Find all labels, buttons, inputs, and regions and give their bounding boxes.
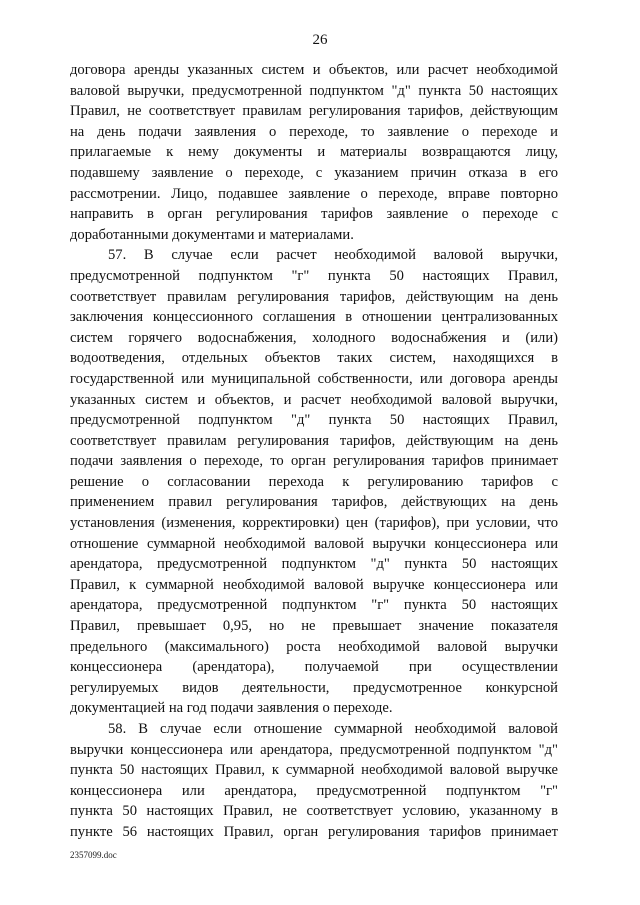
text-line: подачи заявления о переходе, то орган регулирования тарифов принимает	[70, 453, 558, 470]
text-line: решение о согласовании перехода к регулированию тарифов с	[70, 473, 558, 490]
text-line: пункта 50 настоящих Правил, не соответствует условию, указанному в	[70, 803, 558, 820]
text-line: применением правил регулирования тарифов, действующих на день	[70, 494, 558, 511]
text-line: установления (изменения, корректировки) цен (тарифов), при условии, что	[70, 515, 558, 532]
text-line: государственной или муниципальной собственности, или договора аренды	[70, 370, 558, 387]
text-line: выручки концессионера или арендатора, предусмотренной подпунктом "д"	[70, 741, 558, 758]
text-line: 58. В случае если отношение суммарной необходимой валовой	[108, 721, 558, 737]
text-line: предельного (максимального) роста необходимой валовой выручки	[70, 638, 558, 655]
text-line: договора аренды указанных систем и объектов, или расчет необходимой	[70, 62, 558, 78]
text-line: направить в орган регулирования тарифов заявление о переходе с	[70, 206, 558, 223]
document-body	[70, 60, 558, 843]
text-line: на день подачи заявления о переходе, то заявление о переходе и	[70, 123, 558, 140]
footer-file-name: 2357099.doc	[70, 850, 117, 860]
text-line: доработанными документами и материалами.	[70, 226, 354, 243]
text-line: водоотведения, отдельных объектов таких систем, находящихся в	[70, 350, 558, 367]
text-line: арендатора, предусмотренной подпунктом "г" пункта 50 настоящих	[70, 597, 558, 614]
text-line: соответствует правилам регулирования тарифов, действующим на день	[70, 432, 558, 449]
text-line: пункте 56 настоящих Правил, орган регулирования тарифов принимает	[70, 823, 558, 840]
text-line: пункта 50 настоящих Правил, к суммарной необходимой валовой выручке	[70, 762, 558, 779]
text-line: Правил, не соответствует правилам регулирования тарифов, действующим	[70, 103, 558, 120]
text-line: концессионера (арендатора), получаемой при осуществлении	[70, 659, 558, 676]
text-line: 57. В случае если расчет необходимой валовой выручки,	[108, 247, 558, 264]
text-line: арендатора, предусмотренной подпунктом "д" пункта 50 настоящих	[70, 556, 558, 573]
text-line: соответствует правилам регулирования тарифов, действующим на день	[70, 288, 558, 305]
text-line: валовой выручки, предусмотренной подпунктом "д" пункта 50 настоящих	[70, 82, 558, 99]
text-line: Правил, к суммарной необходимой валовой выручке концессионера или	[70, 576, 558, 593]
text-line: концессионера или арендатора, предусмотренной подпунктом "г"	[70, 782, 558, 799]
text-line: прилагаемые к нему документы и материалы возвращаются лицу,	[70, 144, 558, 161]
text-line: документацией на год подачи заявления о переходе.	[70, 700, 393, 717]
text-line: систем горячего водоснабжения, холодного водоснабжения и (или)	[70, 329, 558, 346]
page-number: 26	[312, 32, 328, 48]
text-line: заключения концессионного соглашения в отношении централизованных	[70, 309, 558, 326]
text-line: отношение суммарной необходимой валовой выручки концессионера или	[70, 535, 558, 552]
text-line: Правил, превышает 0,95, но не превышает значение показателя	[70, 618, 558, 635]
text-line: указанных систем и объектов, и расчет необходимой валовой выручки,	[70, 391, 558, 408]
text-line: предусмотренной подпунктом "д" пункта 50 настоящих Правил,	[70, 412, 558, 429]
text-line: регулируемых видов деятельности, предусмотренное конкурсной	[70, 679, 558, 696]
text-line: подавшему заявление о переходе, с указанием причин отказа в его	[70, 164, 558, 181]
text-line: предусмотренной подпунктом "г" пункта 50 настоящих Правил,	[70, 267, 558, 284]
text-line: рассмотрении. Лицо, подавшее заявление о переходе, вправе повторно	[70, 185, 558, 202]
